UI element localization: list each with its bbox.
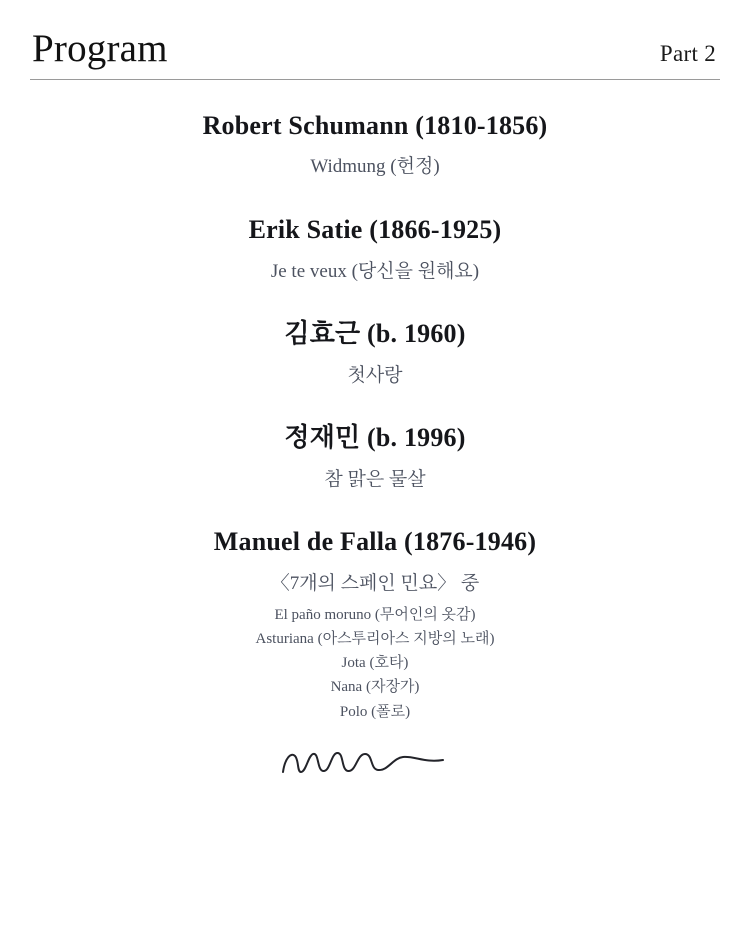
piece-title: 참 맑은 물살 <box>324 468 426 490</box>
program-entry <box>30 526 720 724</box>
piece-title: Widmung (헌정) <box>310 156 440 178</box>
piece-title: 첫사랑 <box>347 364 403 386</box>
movement-item: Asturiana (아스투리아스 지방의 노래) <box>255 630 495 647</box>
piece-title: 〈7개의 스페인 민요〉 중 <box>270 572 480 594</box>
composer-name: 김효근 (b. 1960) <box>284 319 466 349</box>
program-list <box>30 110 720 724</box>
handwritten-signature <box>30 742 720 782</box>
part-label: Part 2 <box>659 41 716 66</box>
movement-item: El paño moruno (무어인의 옷감) <box>274 606 476 623</box>
composer-name: 정재민 (b. 1996) <box>284 423 466 453</box>
program-entry <box>30 422 720 492</box>
movement-item: Jota (호타) <box>341 655 409 672</box>
program-entry <box>30 318 720 388</box>
movement-list <box>30 603 720 724</box>
movement-item: Nana (자장가) <box>330 679 420 696</box>
movement-item: Polo (폴로) <box>339 703 411 720</box>
page-header <box>30 0 720 71</box>
header-divider <box>30 79 720 80</box>
page-title: Program <box>32 27 168 70</box>
composer-name: Robert Schumann (1810-1856) <box>202 110 548 140</box>
program-entry <box>30 110 720 180</box>
composer-name: Manuel de Falla (1876-1946) <box>213 527 537 557</box>
program-entry <box>30 214 720 284</box>
piece-title: Je te veux (당신을 원해요) <box>270 260 480 282</box>
composer-name: Erik Satie (1866-1925) <box>248 215 502 245</box>
